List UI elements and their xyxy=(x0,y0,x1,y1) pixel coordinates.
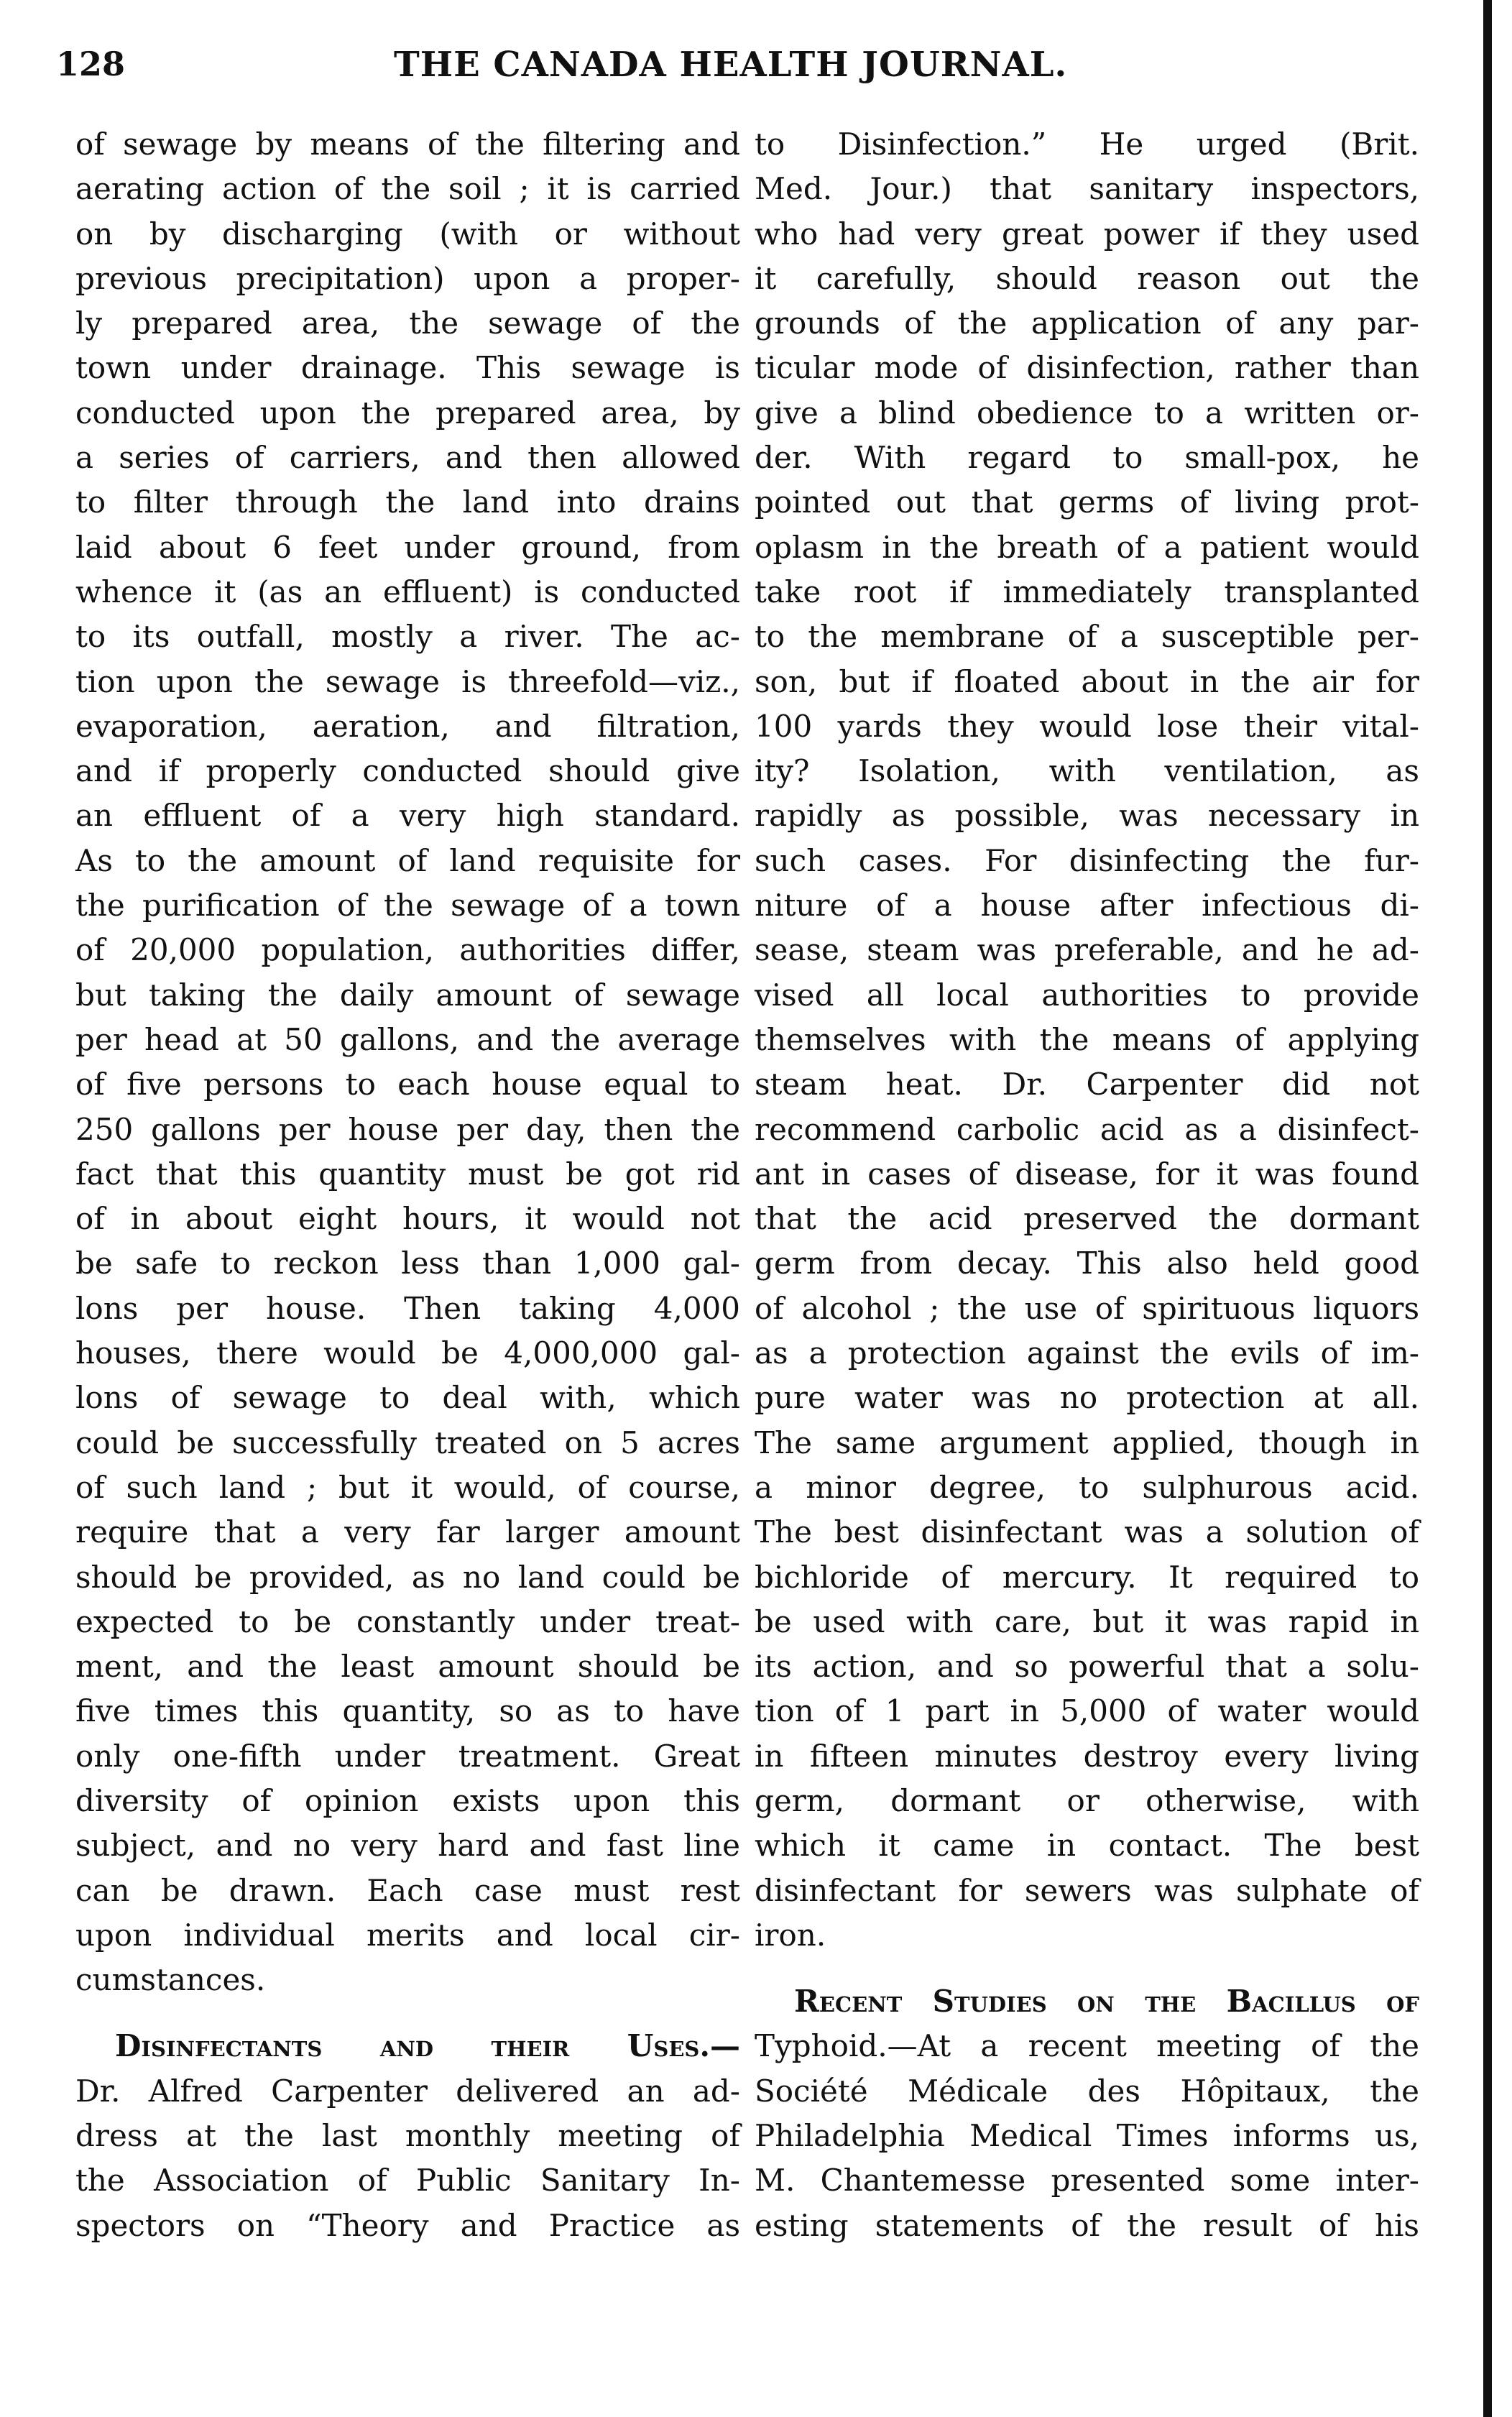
text-line: son, but if floated about in the air for xyxy=(755,663,1419,699)
text-line: ment, and the least amount should be xyxy=(75,1649,740,1685)
text-line: a minor degree, to sulphurous acid. xyxy=(755,1469,1419,1505)
text-line: and if properly conducted should give xyxy=(75,753,740,789)
text-line: sease, steam was preferable, and he ad- xyxy=(755,932,1419,968)
text-line: laid about 6 feet under ground, from xyxy=(75,529,740,565)
text-line: tion upon the sewage is threefold—viz., xyxy=(75,663,740,699)
text-line: of in about eight hours, it would not xyxy=(75,1201,740,1237)
left-section-body xyxy=(75,2069,740,2248)
text-line: themselves with the means of applying xyxy=(755,1021,1419,1057)
text-line: be safe to reckon less than 1,000 gal- xyxy=(75,1246,740,1281)
text-line: of 20,000 population, authorities differ, xyxy=(75,932,740,968)
text-line: aerating action of the soil ; it is carried xyxy=(75,171,740,207)
text-line: iron. xyxy=(755,1917,826,1953)
text-line: grounds of the application of any par- xyxy=(755,305,1419,341)
text-line: 250 gallons per house per day, then the xyxy=(75,1111,740,1147)
text-line: germ, dormant or otherwise, with xyxy=(755,1782,1419,1818)
text-line: such cases. For disinfecting the fur- xyxy=(755,842,1419,878)
text-line: an effluent of a very high standard. xyxy=(75,798,740,834)
text-line: on by discharging (with or without xyxy=(75,216,740,252)
text-line: dress at the last monthly meeting of xyxy=(75,2118,740,2154)
text-line: previous precipitation) upon a proper- xyxy=(75,260,740,296)
left-column xyxy=(75,122,740,2248)
text-line: require that a very far larger amount xyxy=(75,1514,740,1550)
text-line: of alcohol ; the use of spirituous liquors xyxy=(755,1290,1419,1326)
page-header xyxy=(56,45,1421,102)
section-heading-text: Disinfectants and their Uses.— xyxy=(115,2028,740,2064)
text-line: M. Chantemesse presented some inter- xyxy=(755,2163,1419,2199)
text-line: lons of sewage to deal with, which xyxy=(75,1380,740,1416)
text-line: Typhoid.—At a recent meeting of the xyxy=(755,2028,1419,2064)
text-line: diversity of opinion exists upon this xyxy=(75,1782,740,1818)
text-line: that the acid preserved the dormant xyxy=(755,1201,1419,1237)
text-line: ly prepared area, the sewage of the xyxy=(75,305,740,341)
text-line: which it came in contact. The best xyxy=(755,1828,1419,1864)
text-line: steam heat. Dr. Carpenter did not xyxy=(755,1067,1419,1102)
text-line: five times this quantity, so as to have xyxy=(75,1693,740,1729)
text-line: as a protection against the evils of im- xyxy=(755,1335,1419,1371)
text-line: Dr. Alfred Carpenter delivered an ad- xyxy=(75,2073,740,2109)
text-line: Philadelphia Medical Times informs us, xyxy=(755,2118,1419,2154)
text-line: evaporation, aeration, and filtration, xyxy=(75,708,740,744)
text-line: recommend carbolic acid as a disinfect- xyxy=(755,1111,1419,1147)
text-line: Med. Jour.) that sanitary inspectors, xyxy=(755,171,1419,207)
text-line: be used with care, but it was rapid in xyxy=(755,1603,1419,1639)
text-line: tion of 1 part in 5,000 of water would xyxy=(755,1693,1419,1729)
text-line: its action, and so powerful that a solu- xyxy=(755,1649,1419,1685)
left-column-body xyxy=(75,122,740,2002)
page-number: 128 xyxy=(56,45,126,83)
text-line: to filter through the land into drains xyxy=(75,484,740,520)
text-line: rapidly as possible, was necessary in xyxy=(755,798,1419,834)
text-line: but taking the daily amount of sewage xyxy=(75,977,740,1013)
right-column-body xyxy=(755,122,1419,1958)
running-title: THE CANADA HEALTH JOURNAL. xyxy=(394,45,1068,85)
text-line: niture of a house after infectious di- xyxy=(755,888,1419,924)
text-line: of such land ; but it would, of course, xyxy=(75,1469,740,1505)
text-line: ant in cases of disease, for it was found xyxy=(755,1156,1419,1192)
text-line: expected to be constantly under treat- xyxy=(75,1603,740,1639)
text-line: take root if immediately transplanted xyxy=(755,574,1419,609)
text-line: could be successfully treated on 5 acres xyxy=(75,1424,740,1460)
text-line: spectors on “Theory and Practice as xyxy=(75,2207,740,2243)
text-line: of sewage by means of the filtering and xyxy=(75,126,740,162)
text-line: the purification of the sewage of a town xyxy=(75,888,740,924)
text-line: who had very great power if they used xyxy=(755,216,1419,252)
text-line: disinfectant for sewers was sulphate of xyxy=(755,1872,1419,1908)
text-line: The best disinfectant was a solution of xyxy=(755,1514,1419,1550)
text-line: to the membrane of a susceptible per- xyxy=(755,619,1419,655)
text-line: the Association of Public Sanitary In- xyxy=(75,2163,740,2199)
text-line: it carefully, should reason out the xyxy=(755,260,1419,296)
text-line: in fifteen minutes destroy every living xyxy=(755,1738,1419,1774)
text-line: pointed out that germs of living prot- xyxy=(755,484,1419,520)
section-heading-text: Recent Studies on the Bacillus of xyxy=(794,1984,1419,2020)
text-line: should be provided, as no land could be xyxy=(75,1559,740,1595)
text-line: conducted upon the prepared area, by xyxy=(75,395,740,431)
text-line: whence it (as an effluent) is conducted xyxy=(75,574,740,609)
text-line: can be drawn. Each case must rest xyxy=(75,1872,740,1908)
right-section-body xyxy=(755,2024,1419,2247)
section-heading-bacillus xyxy=(755,1979,1419,2024)
text-line: to its outfall, mostly a river. The ac- xyxy=(75,619,740,655)
text-line: der. With regard to small-pox, he xyxy=(755,440,1419,476)
text-line: pure water was no protection at all. xyxy=(755,1380,1419,1416)
section-heading-disinfectants xyxy=(75,2024,740,2068)
text-line: fact that this quantity must be got rid xyxy=(75,1156,740,1192)
text-line: upon individual merits and local cir- xyxy=(75,1917,740,1953)
text-line: town under drainage. This sewage is xyxy=(75,350,740,386)
text-line: per head at 50 gallons, and the average xyxy=(75,1021,740,1057)
text-line: subject, and no very hard and fast line xyxy=(75,1828,740,1864)
text-line: The same argument applied, though in xyxy=(755,1424,1419,1460)
text-line: esting statements of the result of his xyxy=(755,2207,1419,2243)
text-line: give a blind obedience to a written or- xyxy=(755,395,1419,431)
text-line: oplasm in the breath of a patient would xyxy=(755,529,1419,565)
text-line: a series of carriers, and then allowed xyxy=(75,440,740,476)
text-line: only one-fifth under treatment. Great xyxy=(75,1738,740,1774)
text-line: to Disinfection.” He urged (Brit. xyxy=(755,126,1419,162)
text-line: ticular mode of disinfection, rather than xyxy=(755,350,1419,386)
text-line: ity? Isolation, with ventilation, as xyxy=(755,753,1419,789)
text-line: of five persons to each house equal to xyxy=(75,1067,740,1102)
text-line: Société Médicale des Hôpitaux, the xyxy=(755,2073,1419,2109)
text-line: vised all local authorities to provide xyxy=(755,977,1419,1013)
text-line: germ from decay. This also held good xyxy=(755,1246,1419,1281)
margin-rule xyxy=(1483,0,1492,2417)
text-line: lons per house. Then taking 4,000 xyxy=(75,1290,740,1326)
right-column xyxy=(755,122,1419,2248)
text-line: cumstances. xyxy=(75,1962,266,1998)
text-line: As to the amount of land requisite for xyxy=(75,842,740,878)
text-line: 100 yards they would lose their vital- xyxy=(755,708,1419,744)
text-line: bichloride of mercury. It required to xyxy=(755,1559,1419,1595)
text-line: houses, there would be 4,000,000 gal- xyxy=(75,1335,740,1371)
